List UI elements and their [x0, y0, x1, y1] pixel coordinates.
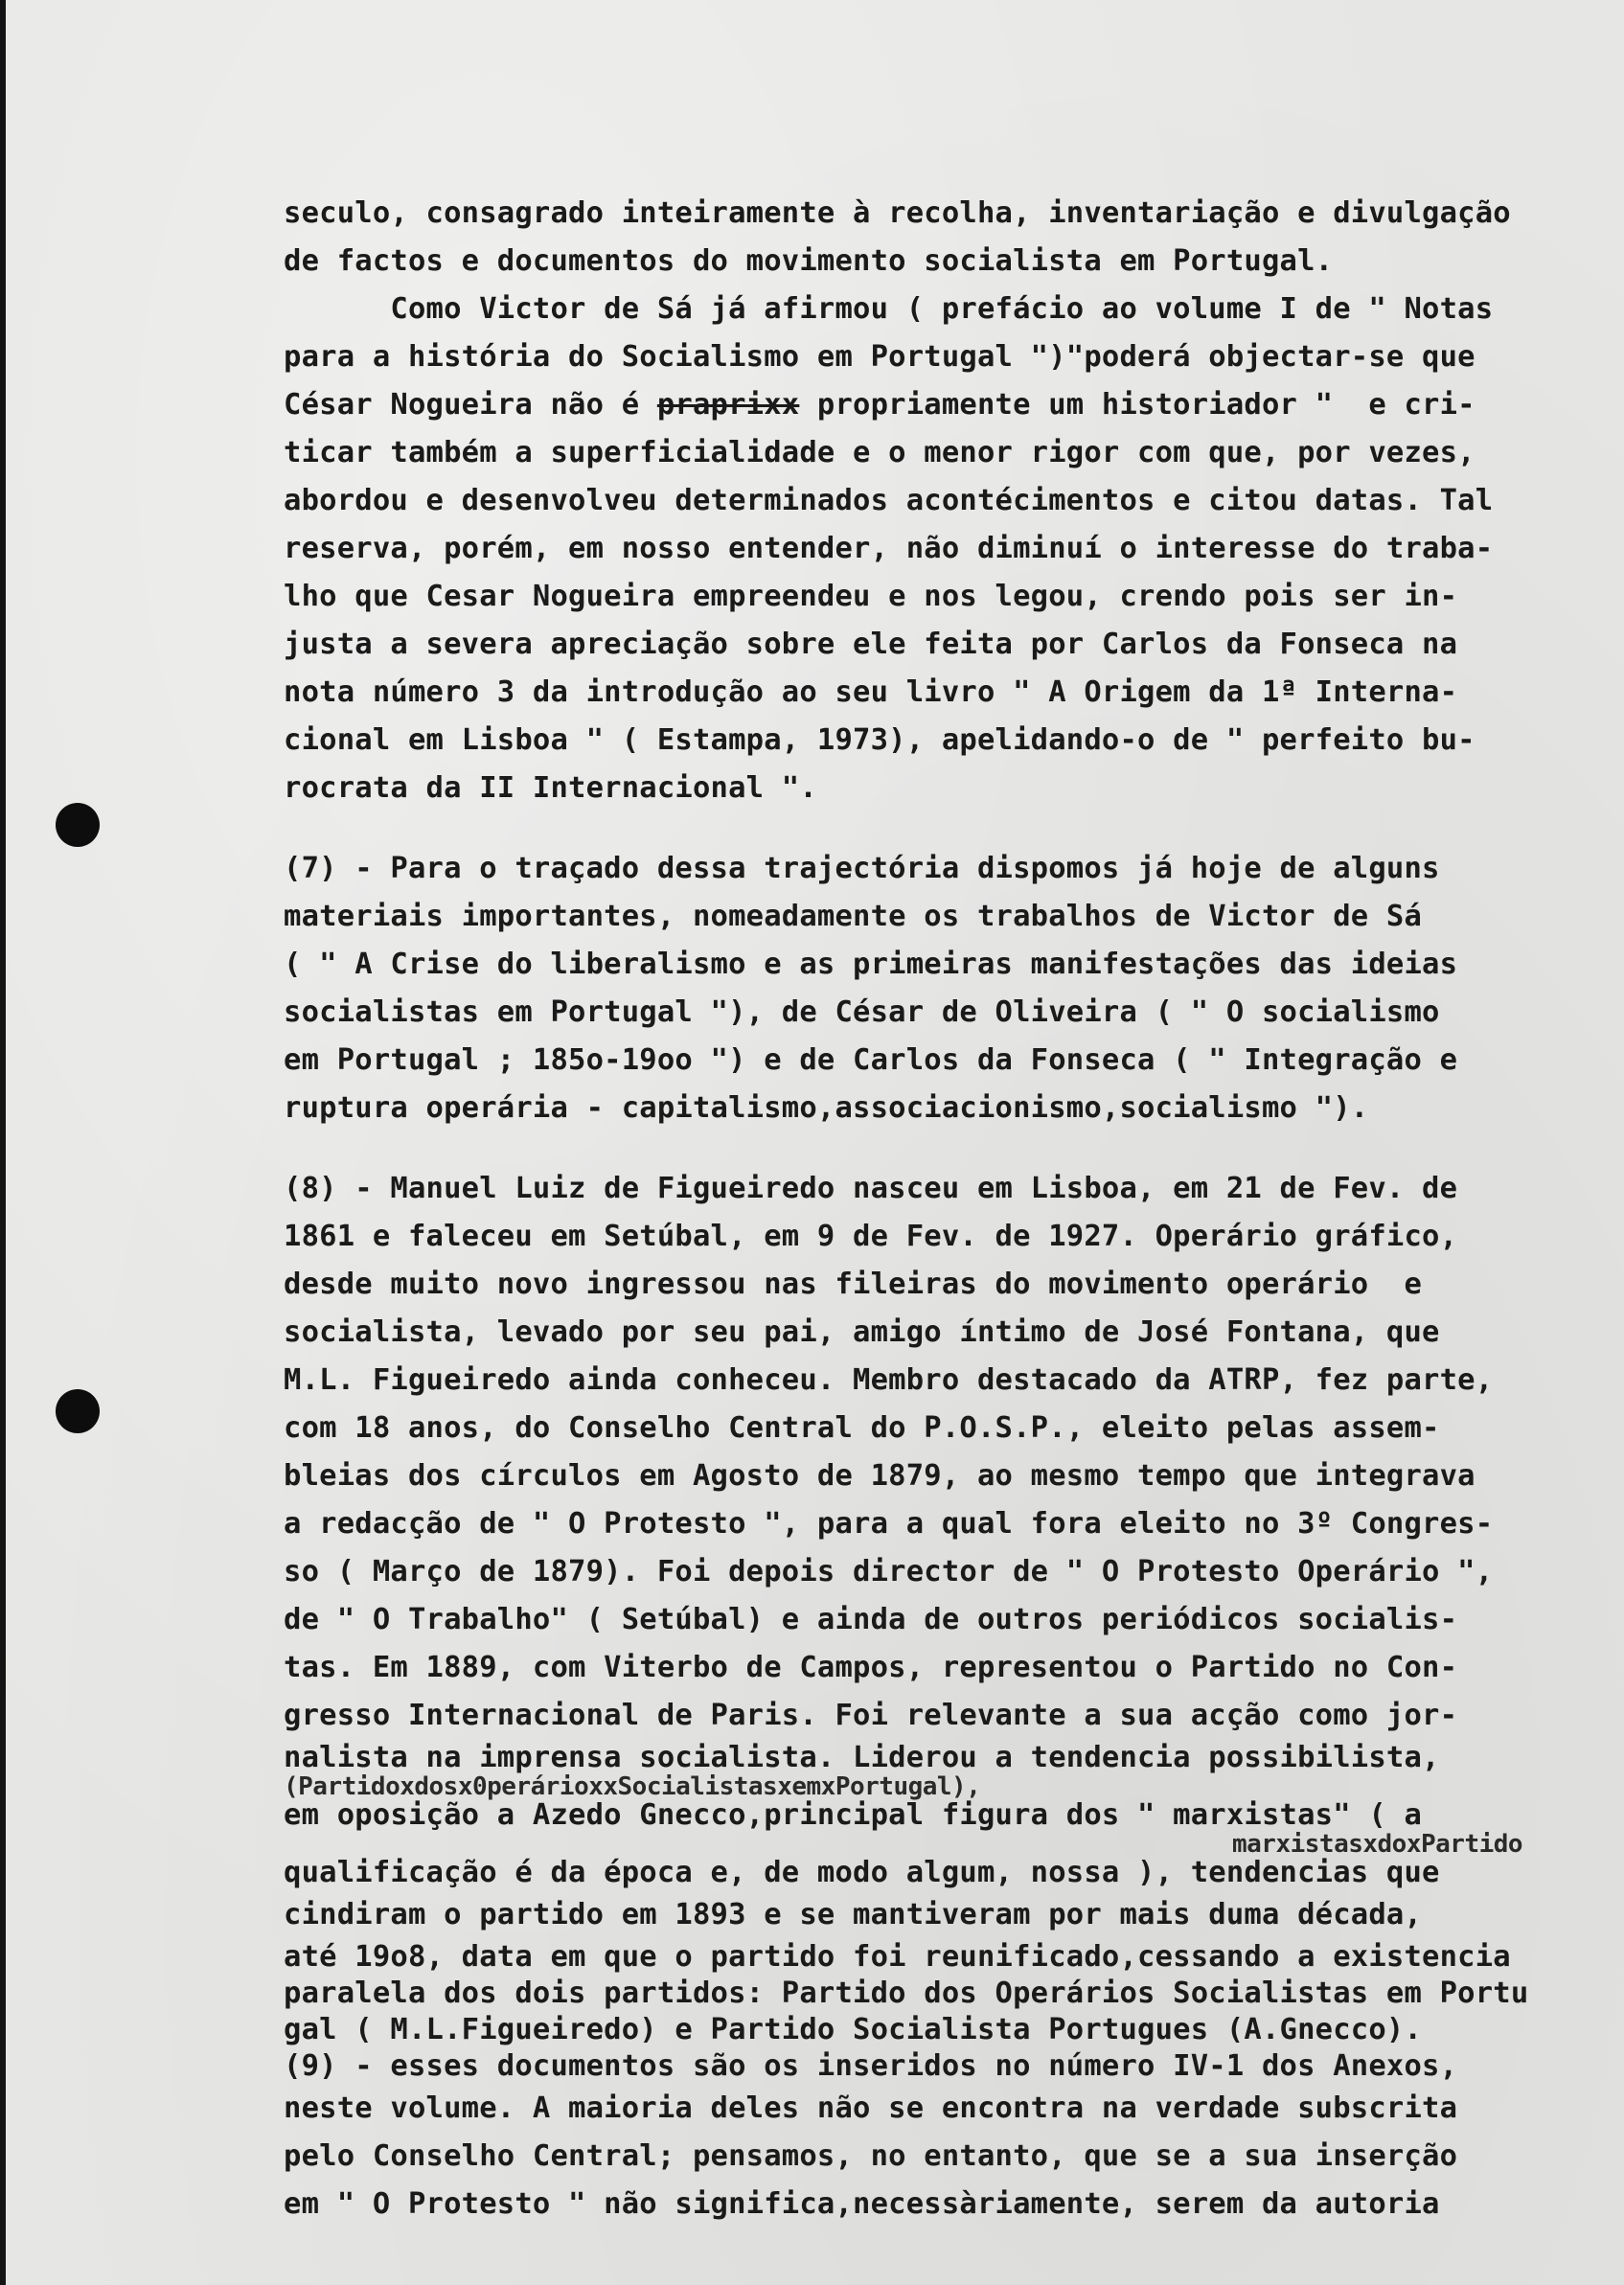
- line-with-struck-word: César Nogueira não é praprixx propriamente um historiador " e cri-: [284, 388, 1475, 422]
- struck-word: praprixx: [656, 388, 800, 422]
- typed-text: [284, 190, 1620, 2228]
- crossed-out-insert: marxistasxdoxPartido: [1232, 1830, 1523, 1859]
- punch-hole: [56, 803, 100, 847]
- note-8: (8) - Manuel Luiz de Figueiredo nasceu em Lisboa, em 21 de Fev. de 1861 e faleceu em Setúbal, em 9 de Fev. de 1927. Operário gráfico, desde muito novo ingressou nas fileiras do movimento operário e socialista, levado por seu pai, amigo íntimo de José Fontana, que M.L. Figueiredo ainda conheceu. Membro destacado da ATRP, fez parte, com 18 anos, do Conselho Central do P.O.S.P., eleito pelas assem- bleias dos círculos em Agosto de 1879, ao mesmo tempo que integrava a redacção de " O Protesto ", para a qual fora eleito no 3º Congres- so ( Março de 1879). Foi depois director de " O Protesto Operário ", de " O Trabalho" ( Setúbal) e ainda de outros periódicos socialis- tas. Em 1889, com Viterbo de Campos, representou o Partido no Con- gresso Internacional de Paris. Foi relevante a sua acção como jor- nalista na imprensa socialista. Liderou a tendencia possibilista, (Partidoxdosx0perárioxxSocialistasxemxPortugal), em oposição a Azedo Gnecco,principal figura dos " marxistas" ( a marxistasxdoxPartido qualificação é da época e, de modo algum, nossa ), tendencias que cindiram o partido em 1893 e se mantiveram por mais duma década, até 19o8, data em que o partido foi reunificado,cessando a existencia paralela dos dois partidos: Partido dos Operários Socialistas em Portu gal ( M.L.Figueiredo) e Partido Socialista Portugues (A.Gnecco).: [284, 1165, 1620, 2048]
- note-7: (7) - Para o traçado dessa trajectória dispomos já hoje de alguns materiais importantes, nomeadamente os trabalhos de Victor de Sá ( " A Crise do liberalismo e as primeiras manifestações das ideias socialistas em Portugal "), de César de Oliveira ( " O socialismo em Portugal ; 185o-19oo ") e de Carlos da Fonseca ( " Integração e ruptura operária - capitalismo,associacionismo,socialismo ").: [284, 852, 1458, 1125]
- crossed-out-line: (Partidoxdosx0perárioxxSocialistasxemxPortugal),: [284, 1772, 981, 1801]
- punch-hole: [56, 1389, 100, 1433]
- document-page: [6, 0, 1624, 2285]
- paragraph-1: seculo, consagrado inteiramente à recolha, inventariação e divulgação de factos e documentos do movimento socialista em Portugal. Como Victor de Sá já afirmou ( prefácio ao volume I de " Notas para a história do Socialismo em Portugal ")"poderá objectar-se que César Nogueira não é praprixx propriamente um historiador " e cri- ticar também a superficialidade e o menor rigor com que, por vezes, abordou e desenvolveu determinados acontécimentos e citou datas. Tal reserva, porém, em nosso entender, não diminuí o interesse do traba- lho que Cesar Nogueira empreendeu e nos legou, crendo pois ser in- justa a severa apreciação sobre ele feita por Carlos da Fonseca na nota número 3 da introdução ao seu livro " A Origem da 1ª Interna- cional em Lisboa " ( Estampa, 1973), apelidando-o de " perfeito bu- rocrata da II Internacional ".: [284, 190, 1620, 812]
- note-9: (9) - esses documentos são os inseridos no número IV-1 dos Anexos, neste volume. A maioria deles não se encontra na verdade subscrita pelo Conselho Central; pensamos, no entanto, que se a sua inserção em " O Protesto " não significa,necessàriamente, serem da autoria: [284, 2049, 1458, 2221]
